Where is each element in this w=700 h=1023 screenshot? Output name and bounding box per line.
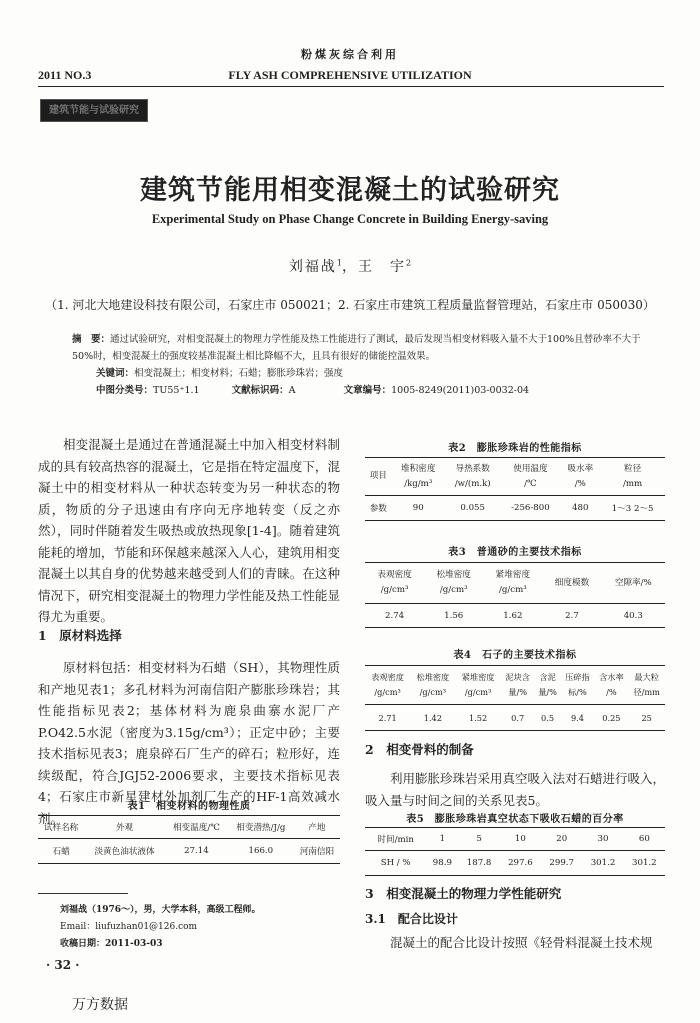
- header-line: 压碎指: [565, 672, 590, 682]
- table-cell: 40.3: [623, 610, 643, 621]
- table-row: [38, 839, 340, 864]
- section-2-paragraph: 利用膨胀珍珠岩采用真空吸入法对石蜡进行吸入，吸入量与时间之间的关系见表5。: [365, 771, 666, 808]
- table-cell: -256-800: [511, 503, 550, 513]
- table-1: [38, 815, 340, 864]
- doc-code-value: A: [288, 385, 296, 396]
- footnote-author: 刘福战（1976～），男，大学本科，高级工程师。: [60, 905, 261, 915]
- footnote-rule: [38, 893, 128, 894]
- header-unit: /%: [606, 687, 617, 697]
- table-row: [365, 851, 665, 876]
- table-5-header: 60: [624, 828, 665, 851]
- journal-name-en: FLY ASH COMPREHENSIVE UTILIZATION: [228, 68, 472, 82]
- header-unit: /g/cm³: [419, 687, 447, 697]
- table-2-header: [445, 458, 501, 496]
- header-unit: 量/%: [508, 687, 528, 697]
- header-unit: /g/cm³: [464, 687, 492, 697]
- table-cell: 297.6: [508, 858, 533, 868]
- header-unit: /℃: [524, 478, 537, 489]
- table-5-header: 时间/min: [365, 828, 426, 851]
- table-cell: 1.56: [444, 610, 464, 621]
- abstract-text: 通过试验研究，对相变混凝土的物理力学性能及热工性能进行了测试，最后发现当相变材料吸入量不大于100%且替砂率不大于50%时，相变混凝土的强度较基准混凝土相比降幅不大，且具有很好的储能控温效果。: [72, 334, 641, 362]
- footnote-email: Email：liufuzhan01@126.com: [60, 922, 198, 932]
- classification-line: [96, 382, 529, 399]
- header-line: 表观密度: [377, 570, 412, 580]
- footnote-received: 收稿日期：2011-03-03: [60, 939, 163, 949]
- table-cell: 90: [412, 503, 424, 513]
- header-unit: /g/cm³: [439, 585, 468, 595]
- section-3-1-heading: 3.1 配合比设计: [365, 912, 458, 926]
- issue-number: 2011 NO.3: [38, 68, 92, 82]
- table-4-header: [410, 666, 455, 705]
- table-cell: 299.7: [549, 858, 574, 868]
- keywords: [96, 365, 343, 382]
- header-line: 粒径: [624, 463, 642, 474]
- header-line: 泥块含: [505, 672, 530, 682]
- author-2: 王 宇: [358, 259, 406, 275]
- table-2-header: 项目: [365, 458, 392, 496]
- header-unit: /g/cm³: [380, 585, 409, 595]
- table-5-header: 1: [426, 828, 458, 851]
- header-line: 细度模数: [554, 577, 590, 588]
- table-1-caption: 表1 相变材料的物理性质: [127, 801, 251, 812]
- watermark: 万方数据: [72, 997, 128, 1013]
- header-unit: /g/cm³: [374, 687, 401, 697]
- author-line: [0, 256, 700, 276]
- header-unit: /mm: [623, 478, 643, 489]
- section-3-1-paragraph: 混凝土的配合比设计按照《轻骨料混凝土技术规: [390, 935, 653, 950]
- table-cell: 2.74: [385, 610, 405, 621]
- table-4: [365, 665, 665, 731]
- table-cell: SH / %: [380, 858, 411, 868]
- table-cell: 淡黄色油状液体: [94, 847, 155, 857]
- table-4-caption: 表4 石子的主要技术指标: [453, 650, 577, 661]
- table-3-header: [483, 563, 542, 604]
- clc-label: 中图分类号：: [96, 385, 154, 396]
- table-cell: 166.0: [248, 846, 274, 856]
- header-line: 紧堆密度: [495, 570, 531, 580]
- author-2-affil: 2: [406, 258, 412, 268]
- table-5: [365, 827, 665, 876]
- table-1-header: 产地: [294, 816, 340, 839]
- header-line: 松堆密度: [436, 570, 471, 580]
- affiliation: （1. 河北大地建设科技有限公司，石家庄市 050021；2. 石家庄市建筑工程质量监督管理站，石家庄市 050030）: [45, 298, 655, 312]
- table-1-header: 相变潜热/J/g: [228, 816, 294, 839]
- header-unit: /w/(m.k): [454, 478, 491, 489]
- abstract-label: 摘 要：: [72, 334, 111, 345]
- header-line: 吸水率: [567, 463, 594, 474]
- table-2-header: [560, 458, 600, 496]
- header-unit: /g/cm³: [499, 585, 527, 595]
- header-line: 含泥: [539, 672, 556, 682]
- table-cell: 1.42: [423, 712, 442, 723]
- table-cell: 参数: [369, 504, 387, 514]
- header-line: 导热系数: [455, 463, 490, 474]
- header-line: 松堆密度: [416, 672, 450, 682]
- header-line: 最大粒: [634, 672, 659, 682]
- table-4-header: [501, 666, 535, 705]
- header-line: 空隙率/%: [614, 577, 652, 588]
- abstract: [72, 331, 652, 365]
- journal-name-zh: 粉煤灰综合利用: [301, 48, 399, 61]
- table-3-header: [365, 563, 424, 604]
- table-5-caption: 表5 膨胀珍珠岩真空状态下吸收石蜡的百分率: [406, 814, 624, 825]
- table-cell: 187.8: [466, 858, 492, 868]
- table-cell: 301.2: [632, 858, 657, 868]
- table-1-header: 外观: [84, 816, 165, 839]
- table-5-header: 30: [582, 828, 623, 851]
- table-3-header: [542, 563, 601, 604]
- section-1-heading: 1 原材料选择: [38, 628, 122, 643]
- table-1-header: 试样名称: [38, 816, 84, 839]
- header-line: 堆积密度: [401, 463, 436, 474]
- table-4-header: [628, 666, 665, 705]
- keywords-text: 相变混凝土；相变材料；石蜡；膨胀珍珠岩；强度: [134, 368, 344, 379]
- table-2-header: [501, 458, 561, 496]
- column-banner: 建筑节能与试验研究: [40, 99, 148, 122]
- header-unit: 径/mm: [633, 687, 660, 697]
- author-separator: ，: [342, 259, 358, 275]
- table-5-header: 5: [458, 828, 499, 851]
- table-4-header: [365, 666, 410, 705]
- table-cell: 480: [572, 503, 589, 513]
- header-line: 紧堆密度: [461, 672, 495, 682]
- table-1-header: 相变温度/℃: [165, 816, 228, 839]
- table-cell: 301.2: [590, 858, 616, 868]
- table-5-header: 20: [541, 828, 582, 851]
- table-cell: 2.71: [378, 712, 397, 723]
- table-4-header: [535, 666, 561, 705]
- clc-value: TU55⁺1.1: [153, 385, 200, 396]
- table-cell: 2.7: [565, 610, 579, 621]
- intro-paragraph: 相变混凝土是通过在普通混凝土中加入相变材料制成的具有较高热容的混凝土，它是指在特定温度下，混凝土中的相变材料从一种状态转变为另一种状态的物质，物质的分子迅速由有序向无序地转变（反之亦然），同时伴随着发生吸热或放热现象[1-4]。随着建筑能耗的增加，节能和环保越来越深入人心，建筑用相变混凝土以其自身的优势越来越受到人们的青睐。在这种情况下，研究相变混凝土的物理力学性能及热工性能显得尤为重要。: [38, 437, 340, 624]
- table-cell: 1.52: [468, 712, 488, 723]
- table-cell: 0.7: [511, 712, 525, 723]
- header-line: 表观密度: [371, 672, 404, 682]
- table-cell: 27.14: [184, 846, 209, 856]
- table-cell: 石蜡: [52, 847, 70, 857]
- table-2: [365, 457, 665, 521]
- table-3-caption: 表3 普通砂的主要技术指标: [448, 547, 582, 558]
- section-1-paragraph: 原材料包括：相变材料为石蜡（SH），其物理性质和产地见表1；多孔材料为河南信阳产膨胀珍珠岩；其性能指标见表2；基体材料为鹿泉曲寨水泥厂产P.O42.5水泥（密度为3.15g/cm³）；正定中砂；主要技术指标见表3；鹿泉碎石厂生产的碎石；粒形好，连续级配，符合JGJ52-2006要求，主要技术指标见表4；石家庄市新星建材外加剂厂生产的HF-1高效减水剂。: [38, 660, 340, 826]
- table-row: [365, 496, 665, 521]
- table-cell: 0.5: [541, 712, 555, 723]
- table-cell: 河南信阳: [299, 847, 335, 857]
- section-2-heading: 2 相变骨料的制备: [365, 742, 474, 757]
- author-1: 刘福战: [288, 259, 337, 275]
- article-no-value: 1005-8249(2011)03-0032-04: [391, 385, 530, 396]
- table-cell: 1～3 2～5: [611, 504, 654, 514]
- doc-code-label: 文献标识码：: [231, 385, 289, 396]
- header-unit: 量/%: [538, 687, 557, 697]
- author-1-affil: 1: [336, 258, 342, 268]
- table-cell: 0.25: [602, 712, 621, 723]
- page-number: · 32 ·: [46, 958, 80, 972]
- table-2-caption: 表2 膨胀珍珠岩的性能指标: [448, 443, 582, 454]
- header-line: 使用温度: [513, 463, 548, 474]
- header-unit: /kg/m³: [404, 478, 433, 489]
- table-3-header: [424, 563, 483, 604]
- table-3: [365, 562, 665, 628]
- table-2-header: [600, 458, 665, 496]
- header-unit: /%: [574, 478, 586, 489]
- table-cell: 9.4: [570, 712, 584, 723]
- table-2-header: [392, 458, 445, 496]
- section-3-heading: 3 相变混凝土的物理力学性能研究: [365, 886, 562, 901]
- paper-title-en: Experimental Study on Phase Change Concrete in Building Energy-saving: [151, 212, 549, 226]
- header-line: 含水率: [599, 672, 624, 682]
- table-cell: 25: [641, 712, 652, 723]
- table-row: [365, 705, 665, 731]
- table-5-header: 10: [500, 828, 541, 851]
- table-4-header: [561, 666, 595, 705]
- table-row: [365, 604, 665, 628]
- header-unit: 标/%: [568, 687, 587, 697]
- table-cell: 0.055: [460, 503, 485, 513]
- article-no-label: 文章编号：: [343, 385, 392, 396]
- keywords-label: 关键词：: [96, 368, 135, 379]
- paper-title-zh: 建筑节能用相变混凝土的试验研究: [140, 175, 560, 206]
- header-rule: [38, 86, 664, 87]
- table-cell: 1.62: [503, 610, 523, 621]
- table-4-header: [455, 666, 500, 705]
- table-4-header: [594, 666, 628, 705]
- table-3-header: [602, 563, 665, 604]
- table-cell: 98.9: [432, 858, 452, 868]
